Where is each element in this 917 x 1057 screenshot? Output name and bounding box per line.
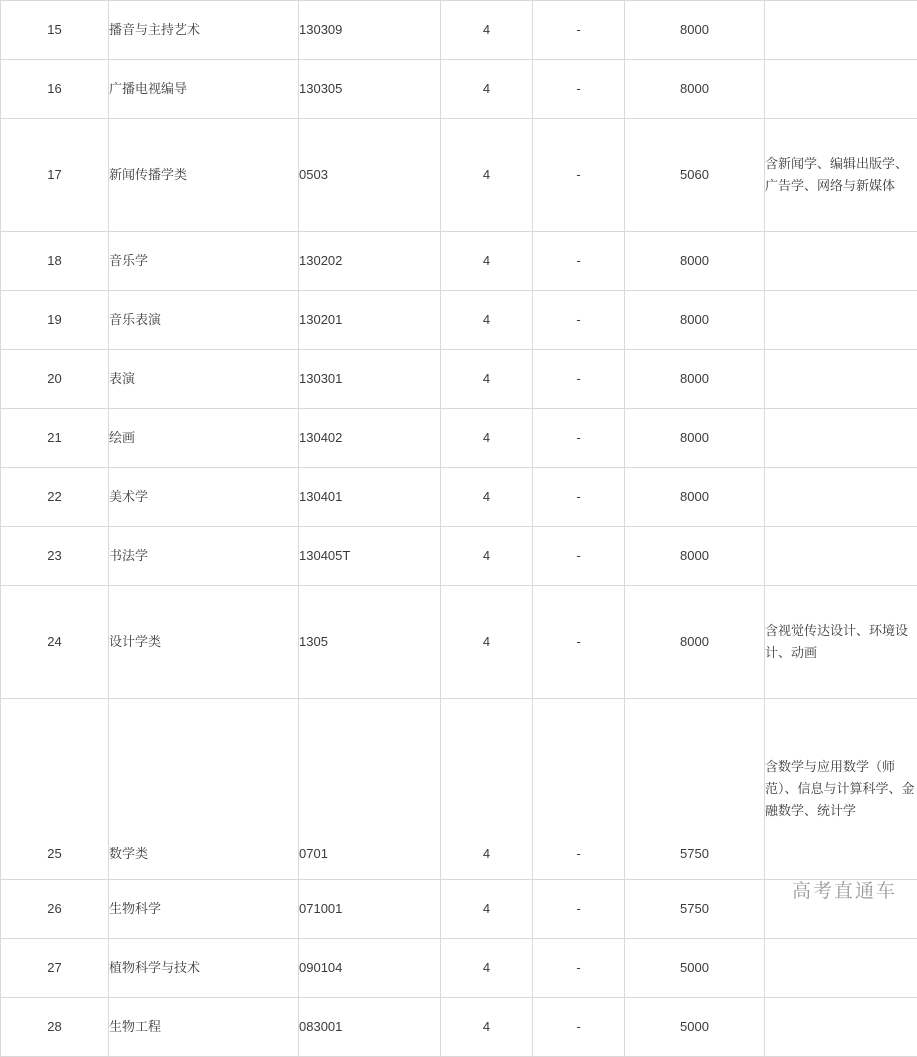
cell-tuition: 5750 <box>625 699 765 880</box>
cell-major-name: 书法学 <box>109 527 299 586</box>
cell-years: 4 <box>441 939 533 998</box>
cell-major-code: 130405T <box>299 527 441 586</box>
cell-index: 28 <box>1 998 109 1057</box>
cell-major-code: 071001 <box>299 880 441 939</box>
table-row <box>1 880 917 939</box>
cell-major-code: 130202 <box>299 232 441 291</box>
cell-major-code: 090104 <box>299 939 441 998</box>
cell-category: - <box>533 409 625 468</box>
cell-years: 4 <box>441 232 533 291</box>
cell-remark <box>765 998 917 1057</box>
cell-major-name: 美术学 <box>109 468 299 527</box>
cell-remark: 含视觉传达设计、环境设 计、动画 <box>765 586 917 699</box>
cell-category: - <box>533 1 625 60</box>
table-row <box>1 60 917 119</box>
cell-remark: 含数学与应用数学（师 范）、信息与计算科学、金融数学、统计学 <box>765 699 917 880</box>
cell-years: 4 <box>441 409 533 468</box>
cell-major-name: 播音与主持艺术 <box>109 1 299 60</box>
table-row <box>1 468 917 527</box>
cell-years: 4 <box>441 586 533 699</box>
cell-tuition: 8000 <box>625 409 765 468</box>
cell-years: 4 <box>441 60 533 119</box>
cell-category: - <box>533 699 625 880</box>
cell-remark <box>765 291 917 350</box>
table-row <box>1 699 917 880</box>
watermark-label: 高考直通车 <box>792 876 897 903</box>
table-row <box>1 527 917 586</box>
cell-years: 4 <box>441 291 533 350</box>
table-row <box>1 1 917 60</box>
table-row <box>1 350 917 409</box>
cell-major-code: 130402 <box>299 409 441 468</box>
cell-tuition: 5000 <box>625 998 765 1057</box>
table-row <box>1 998 917 1057</box>
cell-category: - <box>533 468 625 527</box>
cell-tuition: 8000 <box>625 232 765 291</box>
cell-major-name: 新闻传播学类 <box>109 119 299 232</box>
table-body <box>1 1 917 1057</box>
cell-category: - <box>533 119 625 232</box>
cell-category: - <box>533 998 625 1057</box>
cell-tuition: 8000 <box>625 1 765 60</box>
table-row <box>1 291 917 350</box>
cell-category: - <box>533 880 625 939</box>
cell-tuition: 5060 <box>625 119 765 232</box>
cell-remark <box>765 1 917 60</box>
cell-major-name: 表演 <box>109 350 299 409</box>
cell-major-code: 130201 <box>299 291 441 350</box>
cell-remark <box>765 232 917 291</box>
table-row <box>1 119 917 232</box>
cell-major-name: 广播电视编导 <box>109 60 299 119</box>
cell-years: 4 <box>441 350 533 409</box>
cell-index: 24 <box>1 586 109 699</box>
cell-major-name: 生物工程 <box>109 998 299 1057</box>
cell-index: 22 <box>1 468 109 527</box>
cell-years: 4 <box>441 1 533 60</box>
table-row <box>1 232 917 291</box>
cell-tuition: 8000 <box>625 468 765 527</box>
cell-category: - <box>533 291 625 350</box>
cell-tuition: 8000 <box>625 60 765 119</box>
cell-index: 23 <box>1 527 109 586</box>
cell-index: 20 <box>1 350 109 409</box>
cell-index: 16 <box>1 60 109 119</box>
cell-major-code: 130401 <box>299 468 441 527</box>
cell-remark <box>765 350 917 409</box>
cell-major-code: 130309 <box>299 1 441 60</box>
cell-years: 4 <box>441 699 533 880</box>
cell-major-name: 音乐学 <box>109 232 299 291</box>
cell-index: 25 <box>1 699 109 880</box>
cell-remark <box>765 409 917 468</box>
cell-years: 4 <box>441 998 533 1057</box>
cell-tuition: 5750 <box>625 880 765 939</box>
cell-major-code: 0503 <box>299 119 441 232</box>
cell-category: - <box>533 939 625 998</box>
cell-remark: 含新闻学、编辑出版学、广告学、网络与新媒体 <box>765 119 917 232</box>
table-row <box>1 939 917 998</box>
cell-index: 26 <box>1 880 109 939</box>
cell-remark <box>765 527 917 586</box>
cell-major-code: 130301 <box>299 350 441 409</box>
cell-index: 18 <box>1 232 109 291</box>
cell-index: 21 <box>1 409 109 468</box>
cell-index: 27 <box>1 939 109 998</box>
cell-major-code: 130305 <box>299 60 441 119</box>
cell-tuition: 5000 <box>625 939 765 998</box>
cell-major-code: 0701 <box>299 699 441 880</box>
cell-major-code: 1305 <box>299 586 441 699</box>
cell-major-name: 绘画 <box>109 409 299 468</box>
cell-category: - <box>533 586 625 699</box>
cell-major-code: 083001 <box>299 998 441 1057</box>
cell-index: 15 <box>1 1 109 60</box>
cell-category: - <box>533 350 625 409</box>
cell-category: - <box>533 527 625 586</box>
table-row <box>1 586 917 699</box>
cell-tuition: 8000 <box>625 586 765 699</box>
cell-category: - <box>533 60 625 119</box>
cell-years: 4 <box>441 468 533 527</box>
cell-remark <box>765 468 917 527</box>
cell-index: 19 <box>1 291 109 350</box>
cell-index: 17 <box>1 119 109 232</box>
cell-remark <box>765 880 917 939</box>
cell-tuition: 8000 <box>625 291 765 350</box>
table-row <box>1 409 917 468</box>
cell-major-name: 设计学类 <box>109 586 299 699</box>
cell-major-name: 植物科学与技术 <box>109 939 299 998</box>
cell-remark <box>765 939 917 998</box>
cell-tuition: 8000 <box>625 350 765 409</box>
cell-years: 4 <box>441 119 533 232</box>
cell-years: 4 <box>441 527 533 586</box>
cell-major-name: 生物科学 <box>109 880 299 939</box>
cell-years: 4 <box>441 880 533 939</box>
cell-major-name: 音乐表演 <box>109 291 299 350</box>
cell-major-name: 数学类 <box>109 699 299 880</box>
cell-remark <box>765 60 917 119</box>
cell-tuition: 8000 <box>625 527 765 586</box>
cell-category: - <box>533 232 625 291</box>
